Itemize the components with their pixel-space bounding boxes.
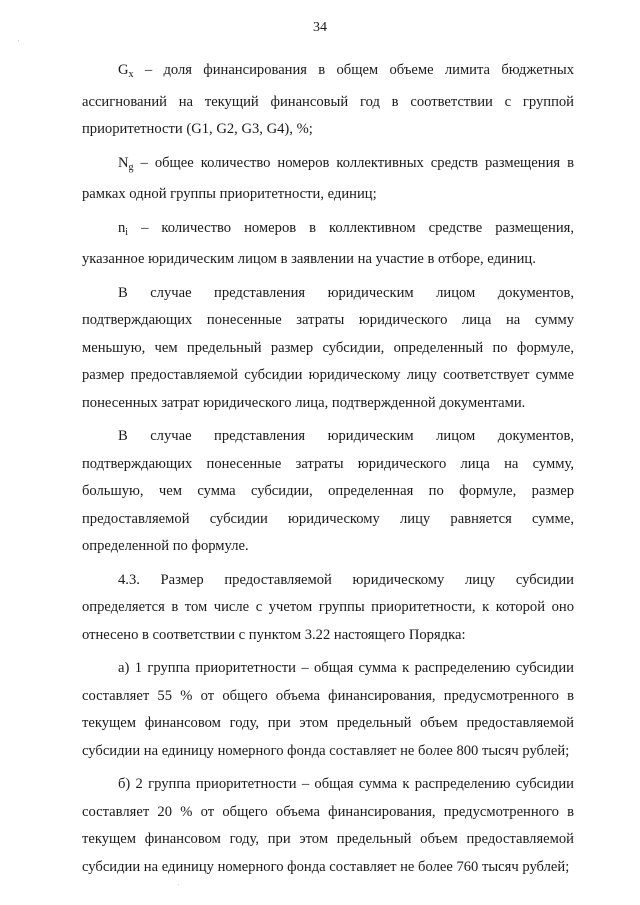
definition-text: – доля финансирования в общем объеме лимита бюджетных ассигнований на текущий финансовый год в соответствии с группой приоритетности (G1, G2, G3, G4), %; (82, 62, 574, 137)
paragraph: В случае представления юридическим лицом документов, подтверждающих понесенные затраты юридического лица на сумму, большую, чем сумма субсидии, определенная по формуле, размер предоставляемой субсидии юридическому лицу равняется сумме, определенной по формуле. (82, 428, 574, 554)
definition-text: – общее количество номеров коллективных средств размещения в рамках одной группы приоритетности, единиц; (82, 154, 574, 202)
symbol: G (118, 62, 129, 78)
definition-ng (82, 150, 574, 209)
paragraph: В случае представления юридическим лицом документов, подтверждающих понесенные затраты юридического лица на сумму меньшую, чем предельный размер субсидии, определенный по формуле, размер предоставляемой субсидии юридическому лицу соответствует сумме понесенных затрат юридического лица, подтвержденной документами. (82, 284, 574, 411)
definition-text: – количество номеров в коллективном средстве размещения, указанное юридическим лицом в заявлении на участие в отборе, единиц. (82, 219, 574, 267)
subscript: x (128, 69, 134, 80)
paragraph: 4.3. Размер предоставляемой юридическому лицу субсидии определяется в том числе с учетом группы приоритетности, к которой оно отнесено в соответствии с пунктом 3.22 настоящего Порядка: (82, 571, 574, 643)
list-item-b: б) 2 группа приоритетности – общая сумма к распределению субсидии составляет 20 % от общего объема финансирования, предусмотренного в текущем финансовом году, при этом предельный объем предоставляемой субсидии на единицу номерного фонда составляет не более 760 тысяч рублей; (82, 776, 574, 875)
definition-ni (82, 215, 574, 274)
symbol: n (118, 219, 126, 236)
subscript: i (125, 226, 129, 238)
symbol: N (118, 154, 129, 171)
definition-gx (82, 57, 574, 144)
page-number: 34 (313, 20, 327, 35)
subscript: g (128, 161, 134, 173)
body-text (82, 57, 574, 887)
scan-dot (18, 40, 19, 41)
list-item-a: а) 1 группа приоритетности – общая сумма к распределению субсидии составляет 55 % от общего объема финансирования, предусмотренного в текущем финансовом году, при этом предельный объем предоставляемой субсидии на единицу номерного фонда составляет не более 800 тысяч рублей; (82, 660, 574, 759)
